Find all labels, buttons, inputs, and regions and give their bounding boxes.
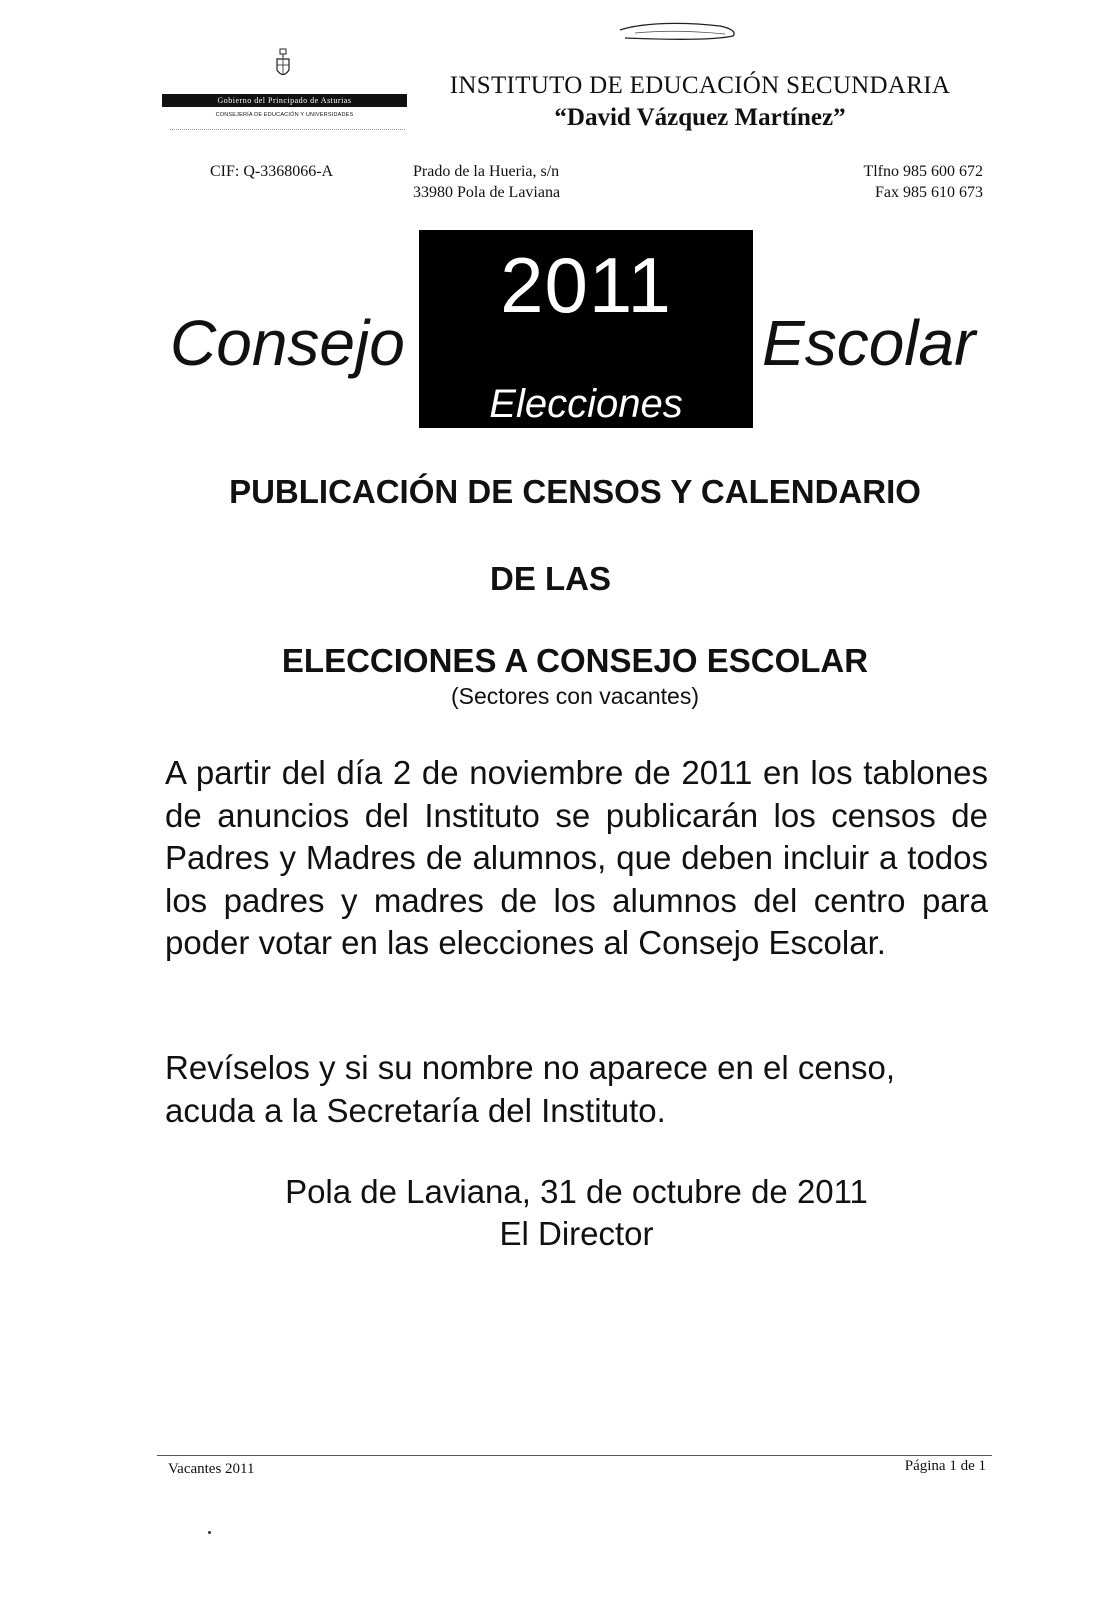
- government-logo-bar: Gobierno del Principado de Asturias: [162, 94, 407, 107]
- title-note: (Sectores con vacantes): [450, 683, 699, 709]
- banner-year: 2011: [500, 241, 672, 329]
- phone-number: Tlfno 985 600 672: [863, 163, 983, 180]
- address-line-1: Prado de la Hueria, s/n: [413, 163, 560, 180]
- coat-of-arms-icon: [276, 48, 290, 80]
- footer-divider: [157, 1455, 992, 1456]
- page-title-line-2: DE LAS: [489, 560, 611, 597]
- handwritten-mark: [615, 18, 745, 48]
- consejeria-label: CONSEJERÍA DE EDUCACIÓN Y UNIVERSIDADES: [215, 112, 354, 118]
- institute-name: “David Vázquez Martínez”: [554, 104, 846, 131]
- footer-page-number: Página 1 de 1: [904, 1458, 986, 1474]
- banner-right-word: Escolar: [762, 307, 976, 379]
- page-title-line-1: PUBLICACIÓN DE CENSOS Y CALENDARIO: [229, 473, 921, 510]
- scan-speck: [208, 1531, 211, 1534]
- address-line-2: 33980 Pola de Laviana: [413, 184, 561, 201]
- logo-divider: [170, 129, 405, 130]
- body-paragraph-2: Revíselos y si su nombre no aparece en el censo, acuda a la Secretaría del Instituto.: [165, 1049, 896, 1129]
- fax-number: Fax 985 610 673: [875, 184, 983, 201]
- footer-document-name: Vacantes 2011: [168, 1461, 255, 1477]
- signer: El Director: [499, 1215, 654, 1252]
- cif-number: CIF: Q-3368066-A: [210, 163, 334, 180]
- body-paragraph-1: A partir del día 2 de noviembre de 2011 en los tablones de anuncios del Instituto se publicarán los censos de Padres y Madres de alumnos, que deben incluir a todos los padres y madres de los alumnos del centro para poder votar en las elecciones al Consejo Escolar.: [165, 754, 988, 961]
- banner-subtitle: Elecciones: [489, 382, 683, 426]
- place-and-date: Pola de Laviana, 31 de octubre de 2011: [285, 1173, 868, 1210]
- institute-type: INSTITUTO DE EDUCACIÓN SECUNDARIA: [449, 72, 951, 99]
- banner-left-word: Consejo: [170, 307, 405, 379]
- page-title-line-3: ELECCIONES A CONSEJO ESCOLAR: [281, 642, 869, 679]
